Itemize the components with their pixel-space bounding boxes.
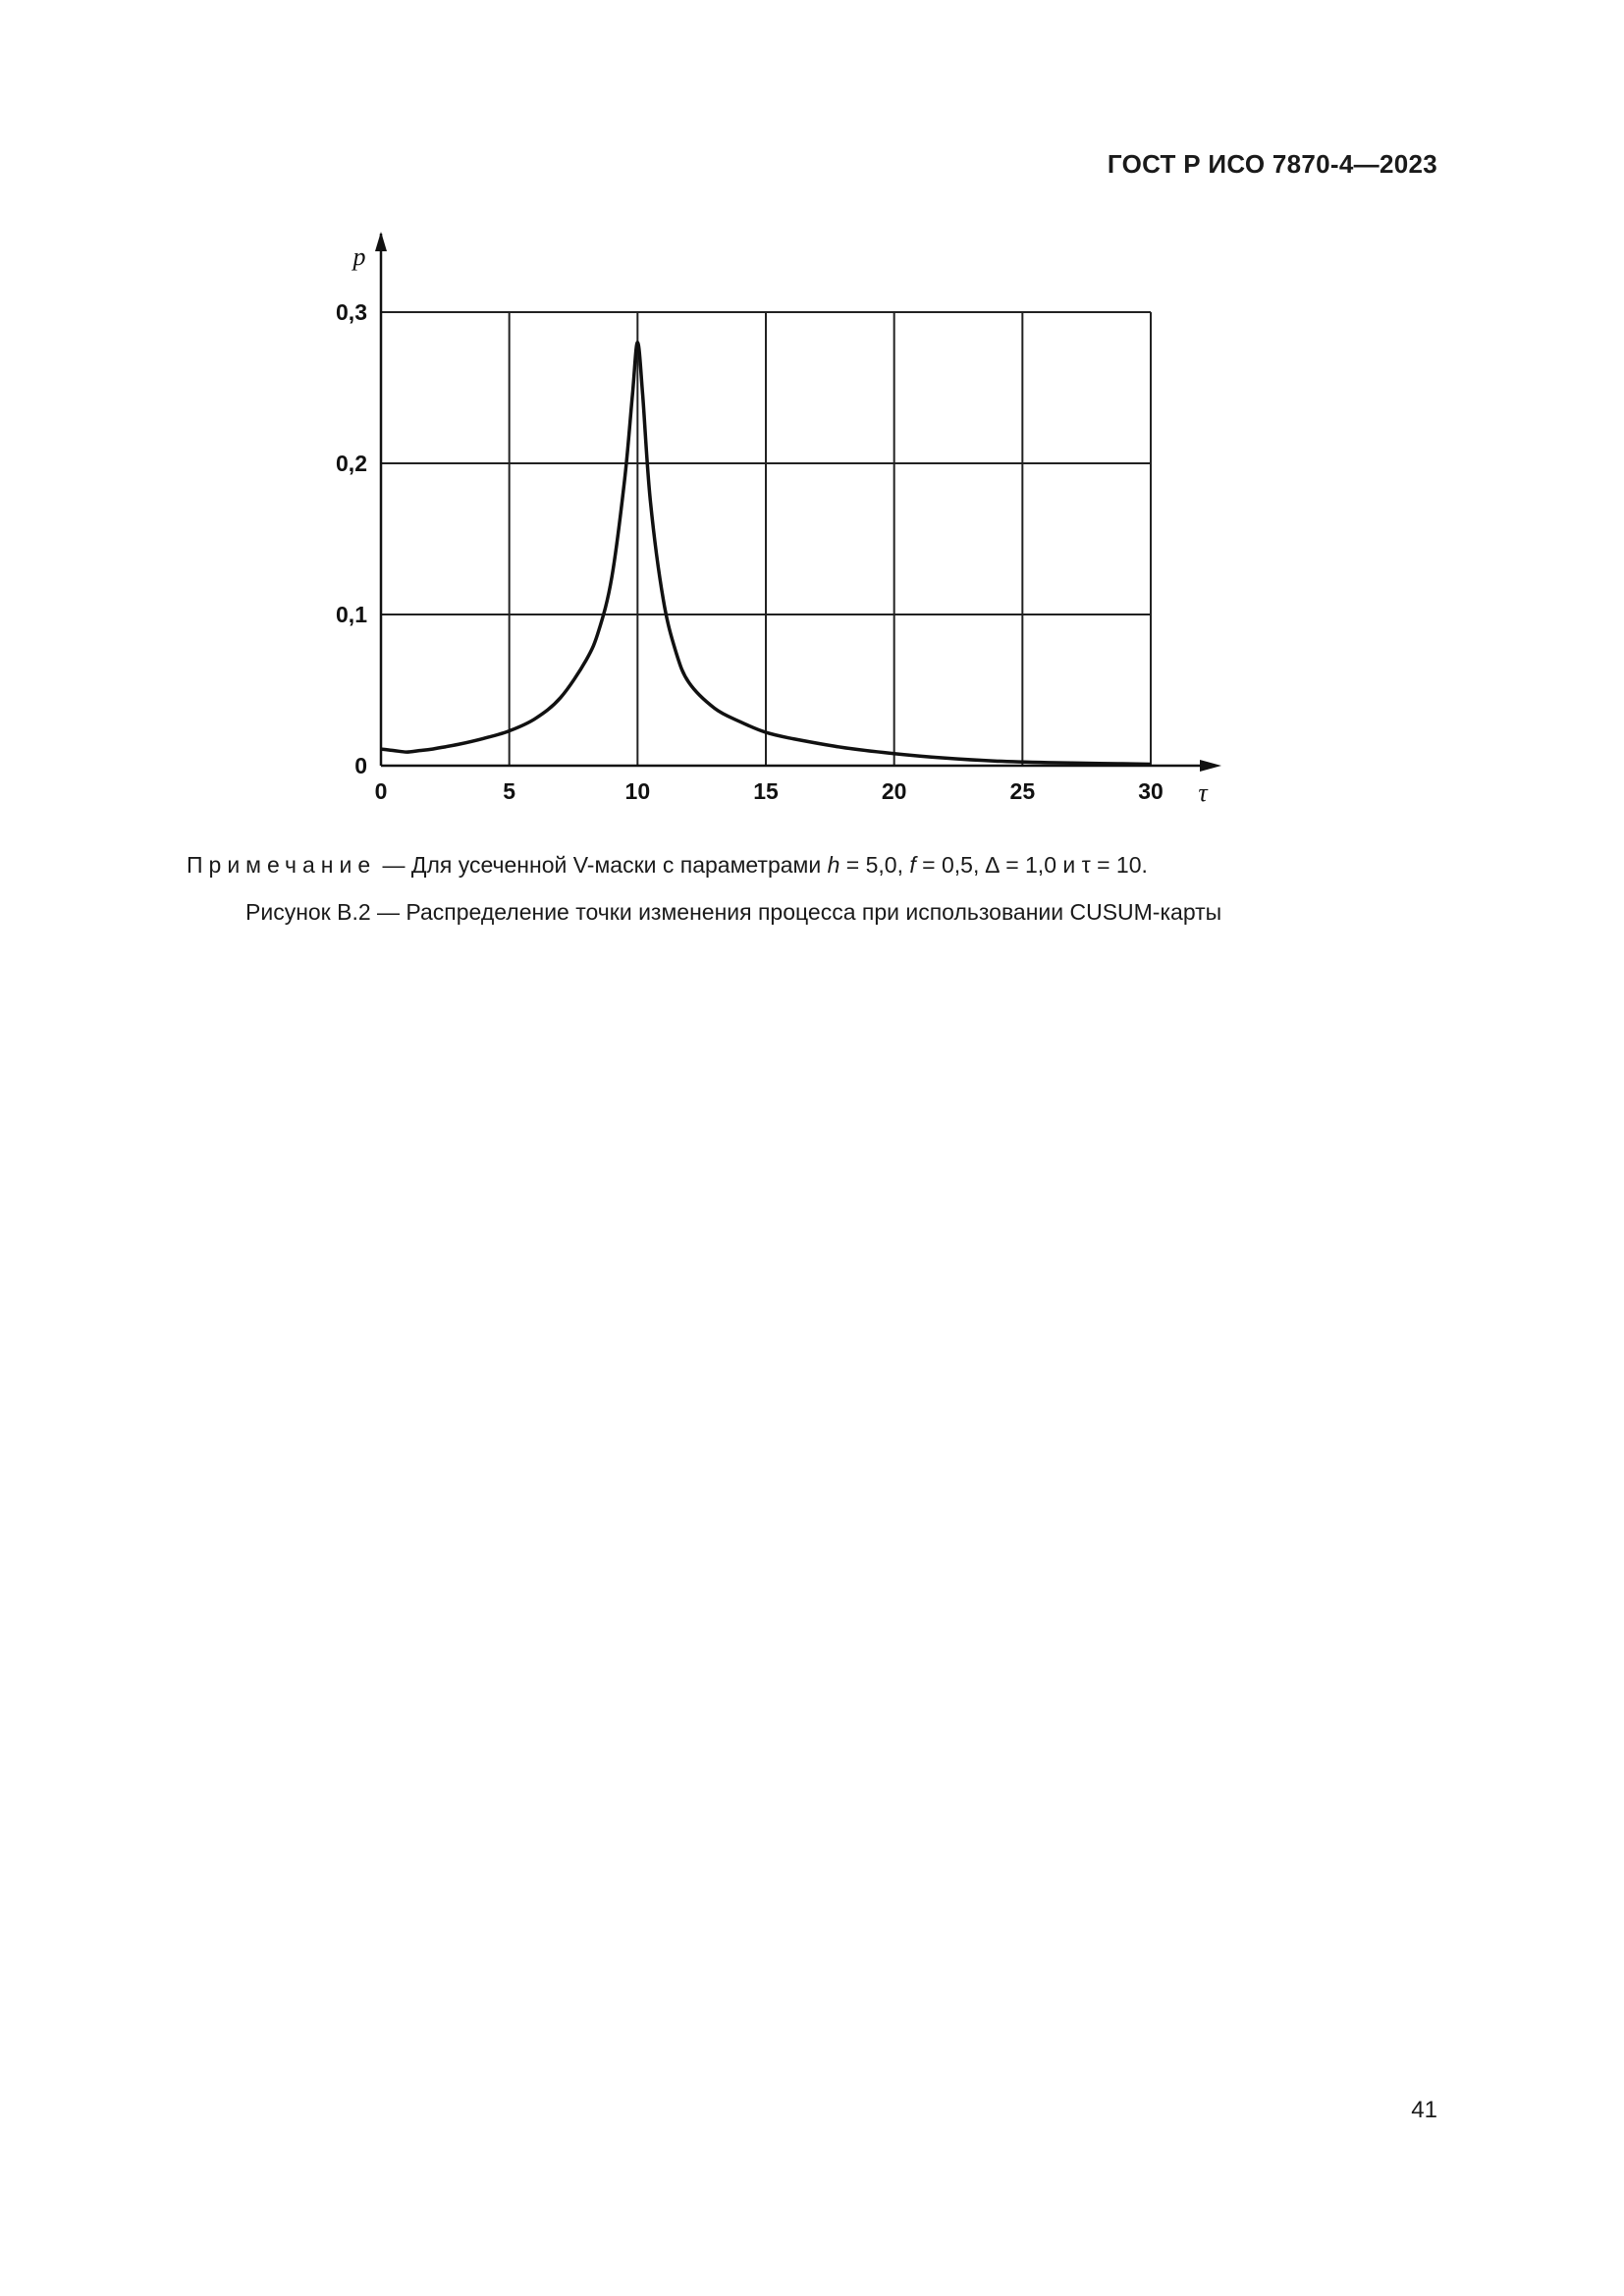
y-tick-label-2: 0,2 [336,451,367,476]
x-tick-label-6: 30 [1138,778,1164,804]
note-h-symbol: h [827,852,840,878]
x-tick-label-3: 15 [753,778,779,804]
x-tick-label-0: 0 [374,778,388,804]
figure-note [187,852,1148,879]
page-number: 41 [1411,2097,1437,2123]
y-tick-label-3: 0,3 [336,299,367,325]
note-f-symbol: f [909,852,916,878]
y-tick-label-0: 0 [354,753,367,778]
x-axis-arrow [1200,760,1221,772]
chart-grid [381,312,1151,766]
x-tick-label-4: 20 [881,778,907,804]
change-point-distribution-chart [0,0,1624,883]
x-tick-label-5: 25 [1009,778,1036,804]
x-tick-label-2: 10 [624,778,651,804]
y-axis-arrow [375,232,387,251]
note-rest: = 0,5, ∆ = 1,0 и τ = 10. [915,852,1148,878]
document-header: ГОСТ Р ИСО 7870-4—2023 [1107,149,1437,179]
x-axis-label: τ [1198,778,1208,807]
x-tick-label-1: 5 [503,778,516,804]
chart-tick-labels [336,242,1209,807]
y-axis-label: p [352,242,366,271]
note-h-value: = 5,0, [839,852,910,878]
y-tick-label-1: 0,1 [336,602,367,627]
note-text-before: — Для усеченной V-маски с параметрами [376,852,828,878]
figure-caption: Рисунок В.2 — Распределение точки изменения процесса при использовании CUSUM-карты [245,899,1222,925]
note-label: Примечание [187,852,377,878]
